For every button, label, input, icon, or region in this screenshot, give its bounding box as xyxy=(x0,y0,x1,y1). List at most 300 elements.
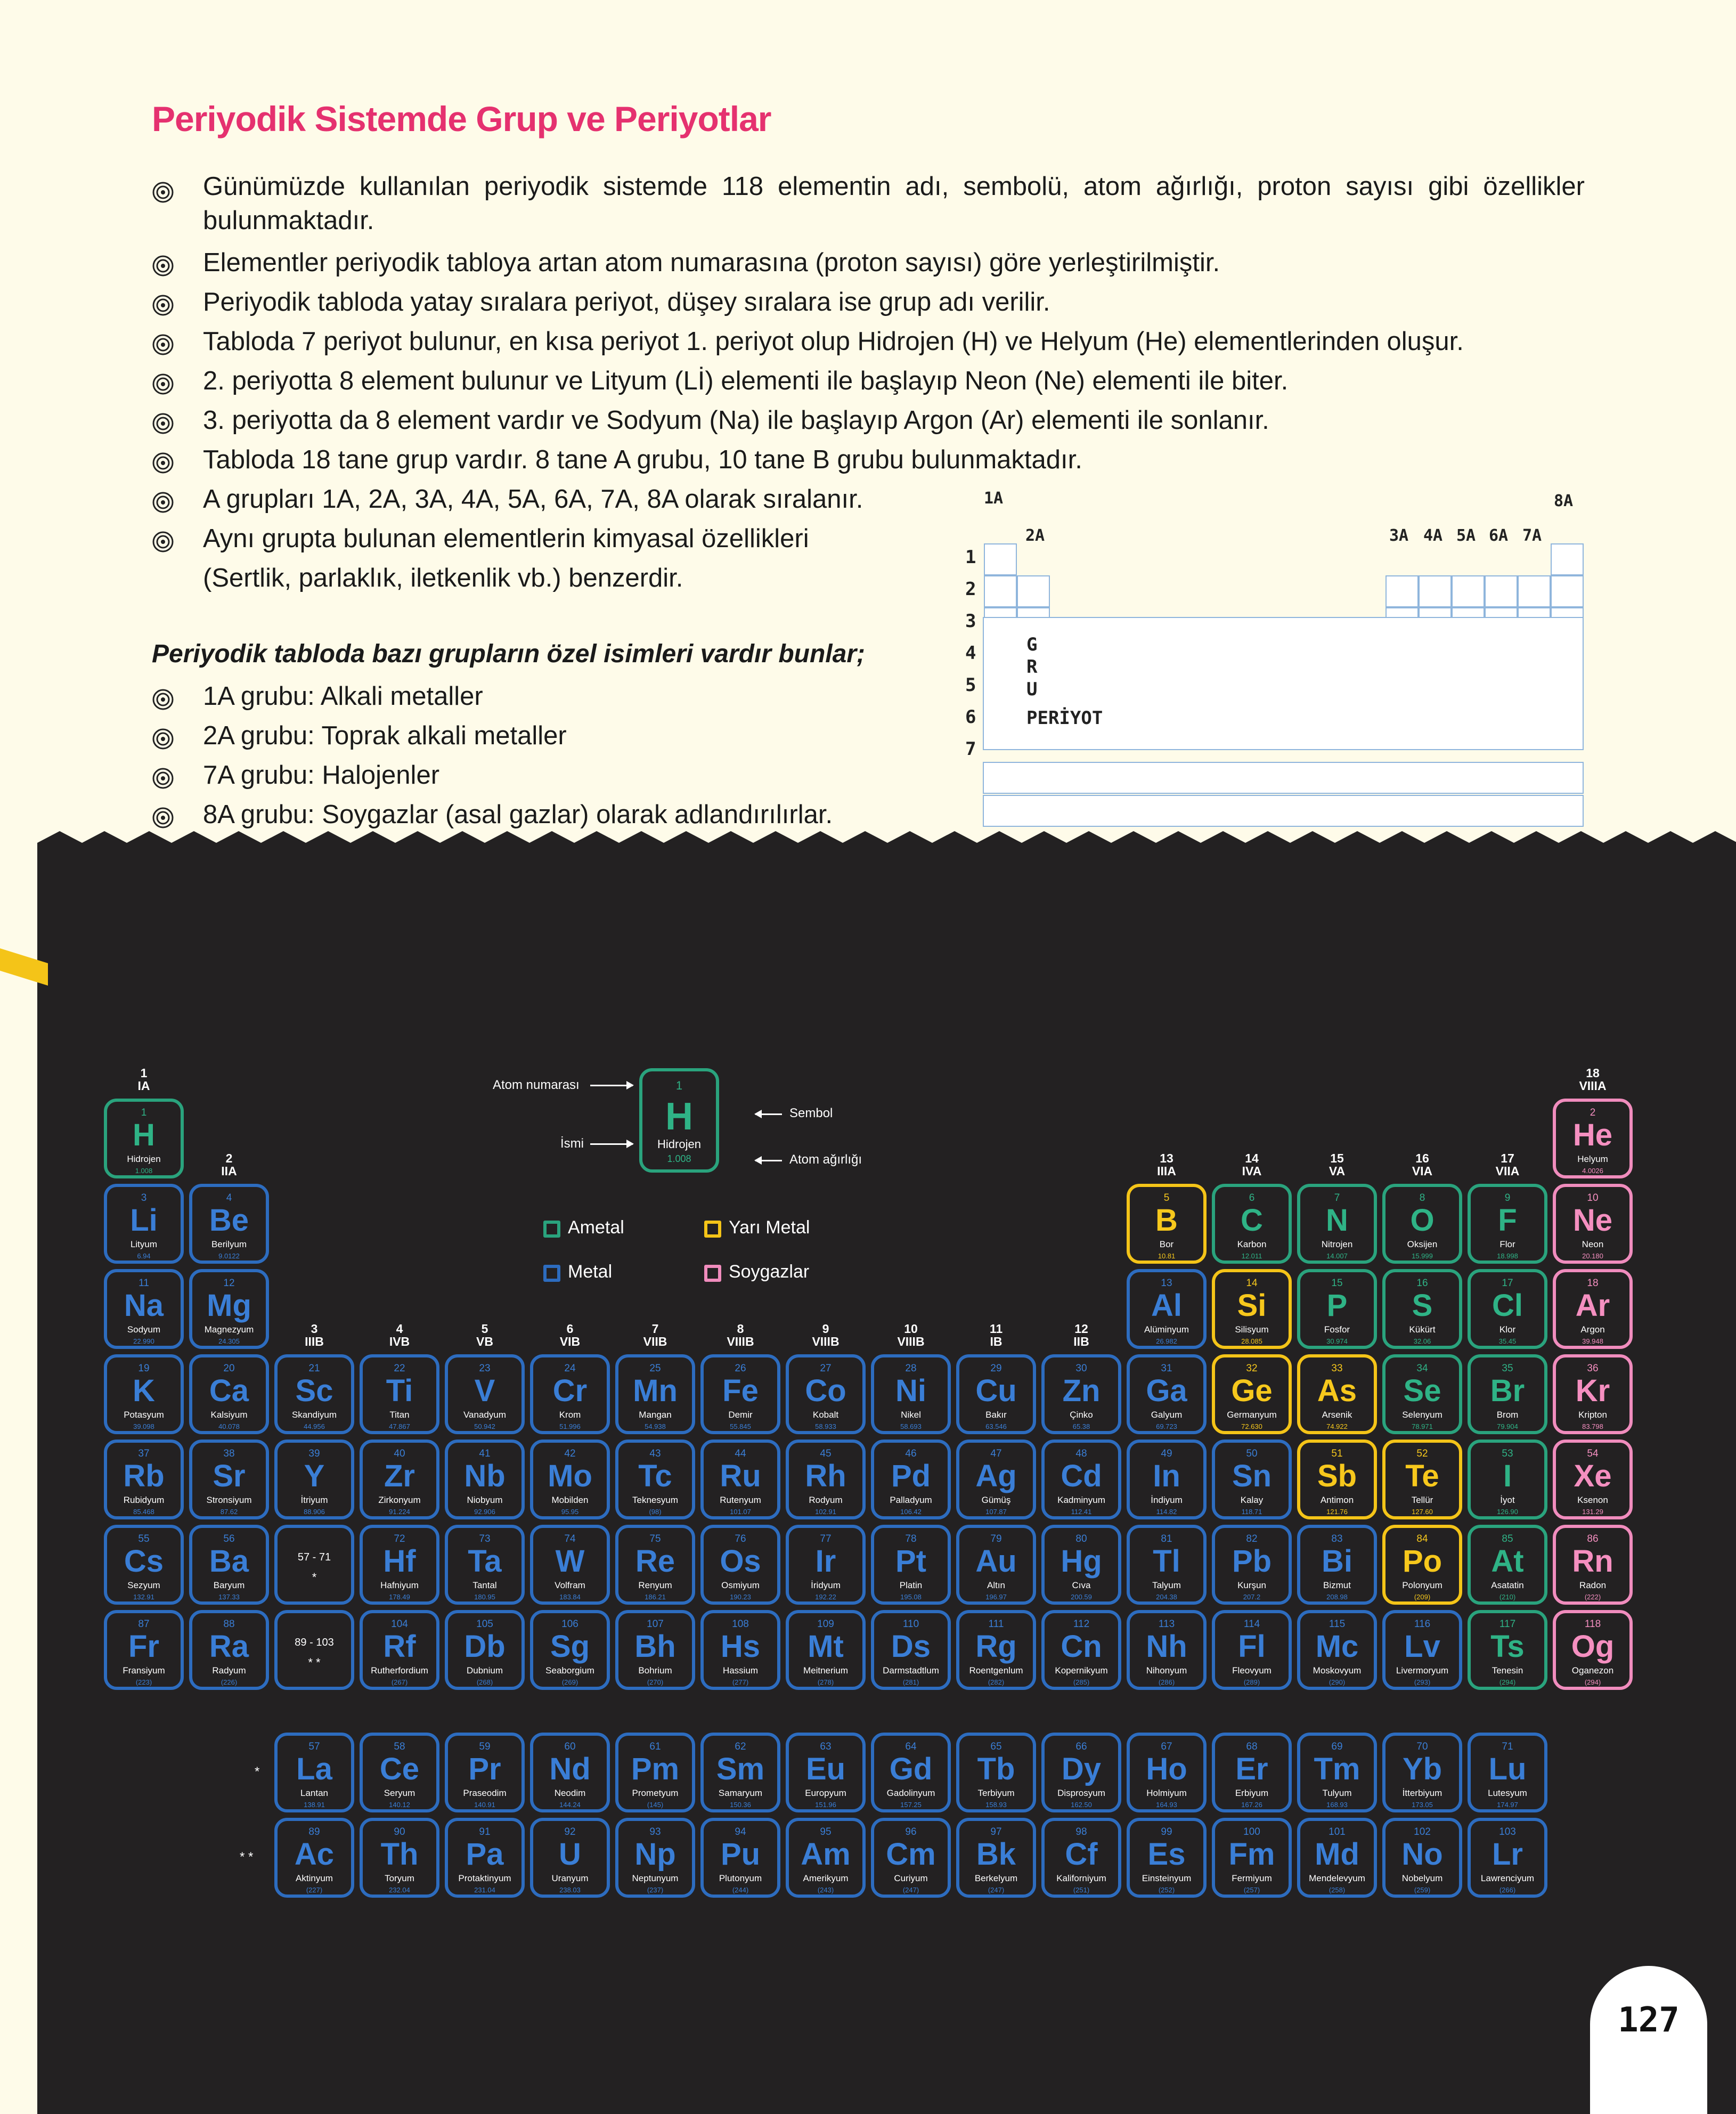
element-berilyum xyxy=(189,1184,269,1264)
element-symbol: H xyxy=(133,1118,155,1152)
element-weight: 39.948 xyxy=(1582,1337,1603,1345)
element-sodyum xyxy=(104,1269,184,1349)
series-mark: * xyxy=(312,1571,317,1584)
group-header xyxy=(274,1322,354,1348)
metal-swatch-icon xyxy=(543,1265,560,1282)
mini-group-label: 2A xyxy=(1025,526,1045,545)
element-atomic-number: 79 xyxy=(990,1533,1002,1544)
element-symbol: Fl xyxy=(1238,1629,1266,1664)
element-weight: (223) xyxy=(135,1678,152,1686)
element-symbol: U xyxy=(559,1837,581,1872)
element-weight: 51.996 xyxy=(559,1422,581,1430)
group-header xyxy=(1127,1152,1207,1177)
element-symbol: Ni xyxy=(895,1373,926,1408)
element-symbol: Pm xyxy=(631,1752,680,1786)
element-name: İyot xyxy=(1500,1495,1515,1505)
element-tellür xyxy=(1382,1440,1462,1519)
element-weight: 150.36 xyxy=(730,1801,751,1809)
element-symbol: Th xyxy=(380,1837,419,1872)
element-weight: 55.845 xyxy=(730,1422,751,1430)
element-symbol: Cm xyxy=(886,1837,936,1872)
legend-sample-number: 1 xyxy=(675,1079,683,1092)
mini-group-word-letter: G xyxy=(1026,634,1038,655)
element-symbol: Sr xyxy=(213,1459,246,1493)
element-name: Moskovyum xyxy=(1313,1665,1362,1676)
element-weight: 32.06 xyxy=(1413,1337,1431,1345)
group-header xyxy=(871,1322,951,1348)
element-atomic-number: 43 xyxy=(649,1448,661,1459)
element-atomic-number: 109 xyxy=(817,1619,834,1630)
group-roman: VIIIA xyxy=(1579,1079,1607,1093)
element-i-tterbiyum xyxy=(1382,1733,1462,1812)
element-atomic-number: 30 xyxy=(1075,1363,1087,1374)
group-roman: IVA xyxy=(1242,1164,1262,1178)
group-roman: VIB xyxy=(559,1335,581,1348)
element-volfram xyxy=(530,1525,610,1605)
element-weight: (290) xyxy=(1329,1678,1346,1686)
element-name: Darmstadtlum xyxy=(883,1665,939,1676)
element-atomic-number: 103 xyxy=(1499,1826,1516,1837)
element-atomic-number: 74 xyxy=(564,1533,576,1544)
element-name: Magnezyum xyxy=(204,1324,254,1335)
element-weight: (209) xyxy=(1414,1593,1431,1601)
element-symbol: B xyxy=(1155,1203,1178,1238)
element-weight: 173.05 xyxy=(1412,1801,1433,1809)
element-weight: 183.84 xyxy=(559,1593,581,1601)
element-name: Samaryum xyxy=(718,1788,763,1798)
group-roman: IIIB xyxy=(305,1335,324,1348)
group-header xyxy=(956,1322,1036,1348)
group-number: 4 xyxy=(396,1322,403,1336)
element-name: Fleovyum xyxy=(1232,1665,1272,1676)
element-renyum xyxy=(615,1525,695,1605)
element-çinko xyxy=(1041,1354,1121,1434)
element-name: Radon xyxy=(1579,1580,1607,1590)
element-atomic-number: 89 xyxy=(308,1826,320,1837)
element-symbol: Mg xyxy=(207,1288,251,1323)
element-magnezyum xyxy=(189,1269,269,1349)
mini-group-label: 8A xyxy=(1554,492,1574,510)
element-name: Europyum xyxy=(805,1788,846,1798)
element-gadolinyum xyxy=(871,1733,951,1812)
element-weight: (237) xyxy=(647,1886,664,1894)
element-atomic-number: 39 xyxy=(308,1448,320,1459)
element-symbol: Cf xyxy=(1065,1837,1098,1872)
element-symbol: Rb xyxy=(123,1459,165,1493)
element-kalsiyum xyxy=(189,1354,269,1434)
element-name: Vanadyum xyxy=(463,1410,506,1420)
element-name: Kurşun xyxy=(1237,1580,1266,1590)
element-name: Nikel xyxy=(901,1410,921,1420)
element-atomic-number: 12 xyxy=(223,1278,235,1289)
element-fransiyum xyxy=(104,1610,184,1690)
element-uranyum xyxy=(530,1818,610,1898)
element-aktinyum xyxy=(274,1818,354,1898)
group-number: 1 xyxy=(140,1066,148,1080)
element-klor xyxy=(1468,1269,1547,1349)
element-symbol: Ac xyxy=(294,1837,335,1872)
element-atomic-number: 77 xyxy=(820,1533,832,1544)
element-symbol: Pr xyxy=(468,1752,501,1786)
element-asatatin xyxy=(1468,1525,1547,1605)
element-name: İridyum xyxy=(811,1580,841,1590)
element-plutonyum xyxy=(700,1818,780,1898)
element-atomic-number: 47 xyxy=(990,1448,1002,1459)
group-number: 13 xyxy=(1160,1151,1173,1165)
group-roman: IIIA xyxy=(1157,1164,1176,1178)
element-symbol: Rh xyxy=(805,1459,846,1493)
element-name: Bohrium xyxy=(638,1665,672,1676)
element-name: Plutonyum xyxy=(719,1873,762,1883)
element-name: Kükürt xyxy=(1409,1324,1436,1335)
element-fleovyum xyxy=(1212,1610,1292,1690)
element-hafniyum xyxy=(360,1525,439,1605)
group-header xyxy=(1297,1152,1377,1177)
element-atomic-number: 106 xyxy=(561,1619,578,1630)
element-atomic-number: 95 xyxy=(820,1826,832,1837)
element-atomic-number: 38 xyxy=(223,1448,235,1459)
element-name: Altın xyxy=(987,1580,1006,1590)
element-name: Berkelyum xyxy=(974,1873,1018,1883)
element-name: Meitnerium xyxy=(803,1665,849,1676)
element-name: Renyum xyxy=(638,1580,672,1590)
element-atomic-number: 57 xyxy=(308,1741,320,1752)
element-symbol: Mc xyxy=(1315,1629,1359,1664)
element-neptunyum xyxy=(615,1818,695,1898)
element-atomic-number: 94 xyxy=(735,1826,746,1837)
element-atomic-number: 20 xyxy=(223,1363,235,1374)
element-symbol: He xyxy=(1572,1118,1613,1152)
element-atomic-number: 8 xyxy=(1419,1192,1425,1204)
element-symbol: Cd xyxy=(1061,1459,1102,1493)
element-atomic-number: 99 xyxy=(1161,1826,1172,1837)
element-amerikyum xyxy=(786,1818,866,1898)
element-atomic-number: 21 xyxy=(308,1363,320,1374)
element-atomic-number: 64 xyxy=(905,1741,917,1752)
element-atomic-number: 68 xyxy=(1246,1741,1258,1752)
mini-period-number: 4 xyxy=(965,643,976,664)
element-demir xyxy=(700,1354,780,1434)
element-weight: (257) xyxy=(1243,1886,1260,1894)
element-symbol: C xyxy=(1241,1203,1263,1238)
element-weight: 158.93 xyxy=(985,1801,1007,1809)
element-symbol: Nh xyxy=(1146,1629,1187,1664)
group-number: 8 xyxy=(737,1322,744,1336)
element-weight: 78.971 xyxy=(1412,1422,1433,1430)
element-symbol: As xyxy=(1317,1373,1357,1408)
element-weight: 95.95 xyxy=(561,1508,579,1516)
series-placeholder xyxy=(274,1610,354,1690)
element-i-ridyum xyxy=(786,1525,866,1605)
element-weight: (289) xyxy=(1243,1678,1260,1686)
element-symbol: S xyxy=(1412,1288,1433,1323)
element-symbol: Ru xyxy=(720,1459,761,1493)
element-weight: 1.008 xyxy=(135,1167,153,1175)
element-symbol: Hg xyxy=(1061,1544,1102,1579)
element-weight: 157.25 xyxy=(900,1801,922,1809)
element-name: Rutenyum xyxy=(720,1495,761,1505)
element-symbol: La xyxy=(296,1752,332,1786)
element-weight: 30.974 xyxy=(1326,1337,1348,1345)
element-atomic-number: 66 xyxy=(1075,1741,1087,1752)
element-weight: 91.224 xyxy=(389,1508,410,1516)
element-rutenyum xyxy=(700,1440,780,1519)
element-weight: 232.04 xyxy=(389,1886,410,1894)
element-weight: 127.60 xyxy=(1412,1508,1433,1516)
element-atomic-number: 81 xyxy=(1161,1533,1172,1544)
element-name: Berilyum xyxy=(211,1239,247,1249)
element-weight: 132.91 xyxy=(133,1593,154,1601)
element-atomic-number: 2 xyxy=(1590,1107,1596,1118)
element-weight: 40.078 xyxy=(218,1422,240,1430)
element-weight: 4.0026 xyxy=(1582,1167,1603,1175)
element-atomic-number: 58 xyxy=(394,1741,405,1752)
group-number: 2 xyxy=(225,1151,233,1165)
element-name: Baryum xyxy=(213,1580,245,1590)
element-weight: 208.98 xyxy=(1326,1593,1348,1601)
group-roman: VIIIB xyxy=(812,1335,840,1348)
element-name: Lantan xyxy=(300,1788,328,1798)
element-symbol: Tc xyxy=(638,1459,672,1493)
element-symbol: Ds xyxy=(891,1629,931,1664)
group-number: 9 xyxy=(822,1322,829,1336)
element-oganezon xyxy=(1553,1610,1633,1690)
element-atomic-number: 59 xyxy=(479,1741,491,1752)
element-karbon xyxy=(1212,1184,1292,1264)
element-name: Flor xyxy=(1499,1239,1515,1249)
element-atomic-number: 93 xyxy=(649,1826,661,1837)
element-name: Roentgenlum xyxy=(969,1665,1023,1676)
element-atomic-number: 115 xyxy=(1329,1619,1346,1630)
element-name: Tenesin xyxy=(1492,1665,1523,1676)
element-weight: (269) xyxy=(561,1678,578,1686)
element-atomic-number: 36 xyxy=(1587,1363,1599,1374)
group-header xyxy=(1553,1067,1633,1092)
element-name: Dubnium xyxy=(466,1665,503,1676)
element-seaborgium xyxy=(530,1610,610,1690)
element-symbol: Yb xyxy=(1402,1752,1442,1786)
element-weight: 79.904 xyxy=(1497,1422,1518,1430)
element-germanyum xyxy=(1212,1354,1292,1434)
element-name: Oganezon xyxy=(1571,1665,1614,1676)
element-flor xyxy=(1468,1184,1547,1264)
bullet-text: Elementler periyodik tabloya artan atom numarasına (proton sayısı) göre yerleştirilmiştir. xyxy=(203,248,1220,277)
group-number: 18 xyxy=(1586,1066,1600,1080)
element-symbol: Se xyxy=(1403,1373,1441,1408)
name-label: İsmi xyxy=(560,1136,584,1151)
element-name: Holmiyum xyxy=(1146,1788,1187,1798)
bullet-text: 2A grubu: Toprak alkali metaller xyxy=(203,721,567,750)
group-number: 6 xyxy=(566,1322,574,1336)
element-palladyum xyxy=(871,1440,951,1519)
element-name: Argon xyxy=(1580,1324,1605,1335)
element-symbol: Am xyxy=(801,1837,851,1872)
element-symbol: Kr xyxy=(1575,1373,1610,1408)
element-symbol: Np xyxy=(634,1837,676,1872)
element-atomic-number: 67 xyxy=(1161,1741,1172,1752)
group-header xyxy=(1212,1152,1292,1177)
name-arrow xyxy=(590,1143,633,1145)
group-number: 5 xyxy=(481,1322,488,1336)
f-block-row-mark: * xyxy=(255,1765,260,1779)
element-atomic-number: 91 xyxy=(479,1826,491,1837)
element-i-ndiyum xyxy=(1127,1440,1207,1519)
element-atomic-number: 33 xyxy=(1331,1363,1343,1374)
element-weight: 114.82 xyxy=(1156,1508,1177,1516)
element-holmiyum xyxy=(1127,1733,1207,1812)
group-header xyxy=(530,1322,610,1348)
element-symbol: Sc xyxy=(295,1373,333,1408)
element-weight: 144.24 xyxy=(559,1801,581,1809)
element-symbol: Zr xyxy=(384,1459,415,1493)
element-atomic-number: 88 xyxy=(223,1619,235,1630)
element-weight: 10.81 xyxy=(1158,1252,1176,1260)
group-number: 12 xyxy=(1074,1322,1088,1336)
element-nitrojen xyxy=(1297,1184,1377,1264)
element-lutesyum xyxy=(1468,1733,1547,1812)
group-number: 15 xyxy=(1330,1151,1344,1165)
element-darmstadtlum xyxy=(871,1610,951,1690)
element-weight: 126.90 xyxy=(1497,1508,1518,1516)
element-name: Bor xyxy=(1159,1239,1174,1249)
element-atomic-number: 98 xyxy=(1075,1826,1087,1837)
series-range: 57 - 71 xyxy=(297,1551,331,1563)
element-symbol: Te xyxy=(1405,1459,1439,1493)
element-weight: 50.942 xyxy=(474,1422,495,1430)
series-placeholder xyxy=(274,1525,354,1605)
element-potasyum xyxy=(104,1354,184,1434)
element-baryum xyxy=(189,1525,269,1605)
element-name: Neodim xyxy=(554,1788,586,1798)
element-symbol: Sm xyxy=(716,1752,765,1786)
element-protaktinyum xyxy=(445,1818,525,1898)
group-header xyxy=(189,1152,269,1177)
element-weight: 63.546 xyxy=(985,1422,1007,1430)
element-name: Osmiyum xyxy=(721,1580,760,1590)
element-symbol: Sb xyxy=(1317,1459,1357,1493)
bullet-text: 3. periyotta da 8 element vardır ve Sodyum (Na) ile başlayıp Argon (Ar) elementi ile sonlanır. xyxy=(203,406,1269,435)
element-symbol: F xyxy=(1498,1203,1517,1238)
element-tantal xyxy=(445,1525,525,1605)
element-samaryum xyxy=(700,1733,780,1812)
element-symbol: Bk xyxy=(976,1837,1016,1872)
element-atomic-number: 15 xyxy=(1331,1278,1343,1289)
element-name: Einsteinyum xyxy=(1142,1873,1192,1883)
element-atomic-number: 48 xyxy=(1075,1448,1087,1459)
element-atomic-number: 112 xyxy=(1073,1619,1090,1630)
element-weight: (244) xyxy=(732,1886,749,1894)
element-weight: 87.62 xyxy=(220,1508,238,1516)
element-atomic-number: 32 xyxy=(1246,1363,1258,1374)
element-atomic-number: 25 xyxy=(649,1363,661,1374)
element-symbol: Na xyxy=(124,1288,164,1323)
legend-sample-symbol: H xyxy=(665,1095,693,1138)
element-weight: (282) xyxy=(988,1678,1005,1686)
element-weight: (243) xyxy=(817,1886,834,1894)
element-cıva xyxy=(1041,1525,1121,1605)
element-name: Erbiyum xyxy=(1235,1788,1269,1798)
group-roman: IIA xyxy=(221,1164,237,1178)
element-vanadyum xyxy=(445,1354,525,1434)
group-header xyxy=(360,1322,439,1348)
element-symbol: Ag xyxy=(975,1459,1017,1493)
element-name: Platin xyxy=(899,1580,923,1590)
element-name: Alüminyum xyxy=(1144,1324,1189,1335)
element-name: Antimon xyxy=(1320,1495,1354,1505)
element-atomic-number: 6 xyxy=(1249,1192,1255,1204)
element-symbol: Nd xyxy=(549,1752,591,1786)
element-arsenik xyxy=(1297,1354,1377,1434)
element-weight: (258) xyxy=(1329,1886,1346,1894)
element-weight: (210) xyxy=(1499,1593,1516,1601)
element-atomic-number: 60 xyxy=(564,1741,576,1752)
element-symbol: Mn xyxy=(633,1373,678,1408)
element-name: Mobilden xyxy=(551,1495,589,1505)
element-atomic-number: 37 xyxy=(138,1448,150,1459)
element-name: Livermoryum xyxy=(1396,1665,1449,1676)
element-symbol: Zn xyxy=(1062,1373,1101,1408)
element-symbol: Re xyxy=(635,1544,675,1579)
element-bohrium xyxy=(615,1610,695,1690)
element-atomic-number: 86 xyxy=(1587,1533,1599,1544)
element-symbol: Md xyxy=(1315,1837,1359,1872)
element-atomic-number: 84 xyxy=(1416,1533,1428,1544)
element-nobelyum xyxy=(1382,1818,1462,1898)
group-header xyxy=(445,1322,525,1348)
element-atomic-number: 69 xyxy=(1331,1741,1343,1752)
element-alüminyum xyxy=(1127,1269,1207,1349)
group-roman: VIIB xyxy=(643,1335,667,1348)
element-weight: 102.91 xyxy=(815,1508,836,1516)
element-symbol: Sn xyxy=(1232,1459,1272,1493)
element-atomic-number: 17 xyxy=(1502,1278,1513,1289)
element-kükürt xyxy=(1382,1269,1462,1349)
legend-sample-weight: 1.008 xyxy=(667,1153,691,1164)
element-name: Mangan xyxy=(639,1410,672,1420)
element-atomic-number: 65 xyxy=(990,1741,1002,1752)
element-weight: 106.42 xyxy=(900,1508,922,1516)
element-name: Çinko xyxy=(1070,1410,1093,1420)
element-mangan xyxy=(615,1354,695,1434)
element-symbol: Cl xyxy=(1492,1288,1523,1323)
element-weight: 137.33 xyxy=(218,1593,240,1601)
element-weight: 121.76 xyxy=(1326,1508,1348,1516)
atom-number-arrow xyxy=(590,1085,633,1086)
element-argon xyxy=(1553,1269,1633,1349)
element-weight: (294) xyxy=(1499,1678,1516,1686)
element-lityum xyxy=(104,1184,184,1264)
element-i-triyum xyxy=(274,1440,354,1519)
page-number: 127 xyxy=(1618,2001,1680,2040)
element-tulyum xyxy=(1297,1733,1377,1812)
element-name: Karbon xyxy=(1237,1239,1267,1249)
element-symbol: Fm xyxy=(1228,1837,1275,1872)
element-rutherfordium xyxy=(360,1610,439,1690)
element-name: Zirkonyum xyxy=(378,1495,421,1505)
element-atomic-number: 118 xyxy=(1584,1619,1601,1630)
element-symbol: No xyxy=(1401,1837,1443,1872)
element-symbol: Ho xyxy=(1146,1752,1187,1786)
element-polonyum xyxy=(1382,1525,1462,1605)
element-weight: (270) xyxy=(647,1678,664,1686)
element-name: Prometyum xyxy=(632,1788,679,1798)
element-weight: 204.38 xyxy=(1156,1593,1177,1601)
element-weight: 200.59 xyxy=(1071,1593,1092,1601)
element-ksenon xyxy=(1553,1440,1633,1519)
element-weight: 138.91 xyxy=(304,1801,325,1809)
element-symbol: Rn xyxy=(1572,1544,1613,1579)
symbol-label: Sembol xyxy=(789,1106,833,1120)
